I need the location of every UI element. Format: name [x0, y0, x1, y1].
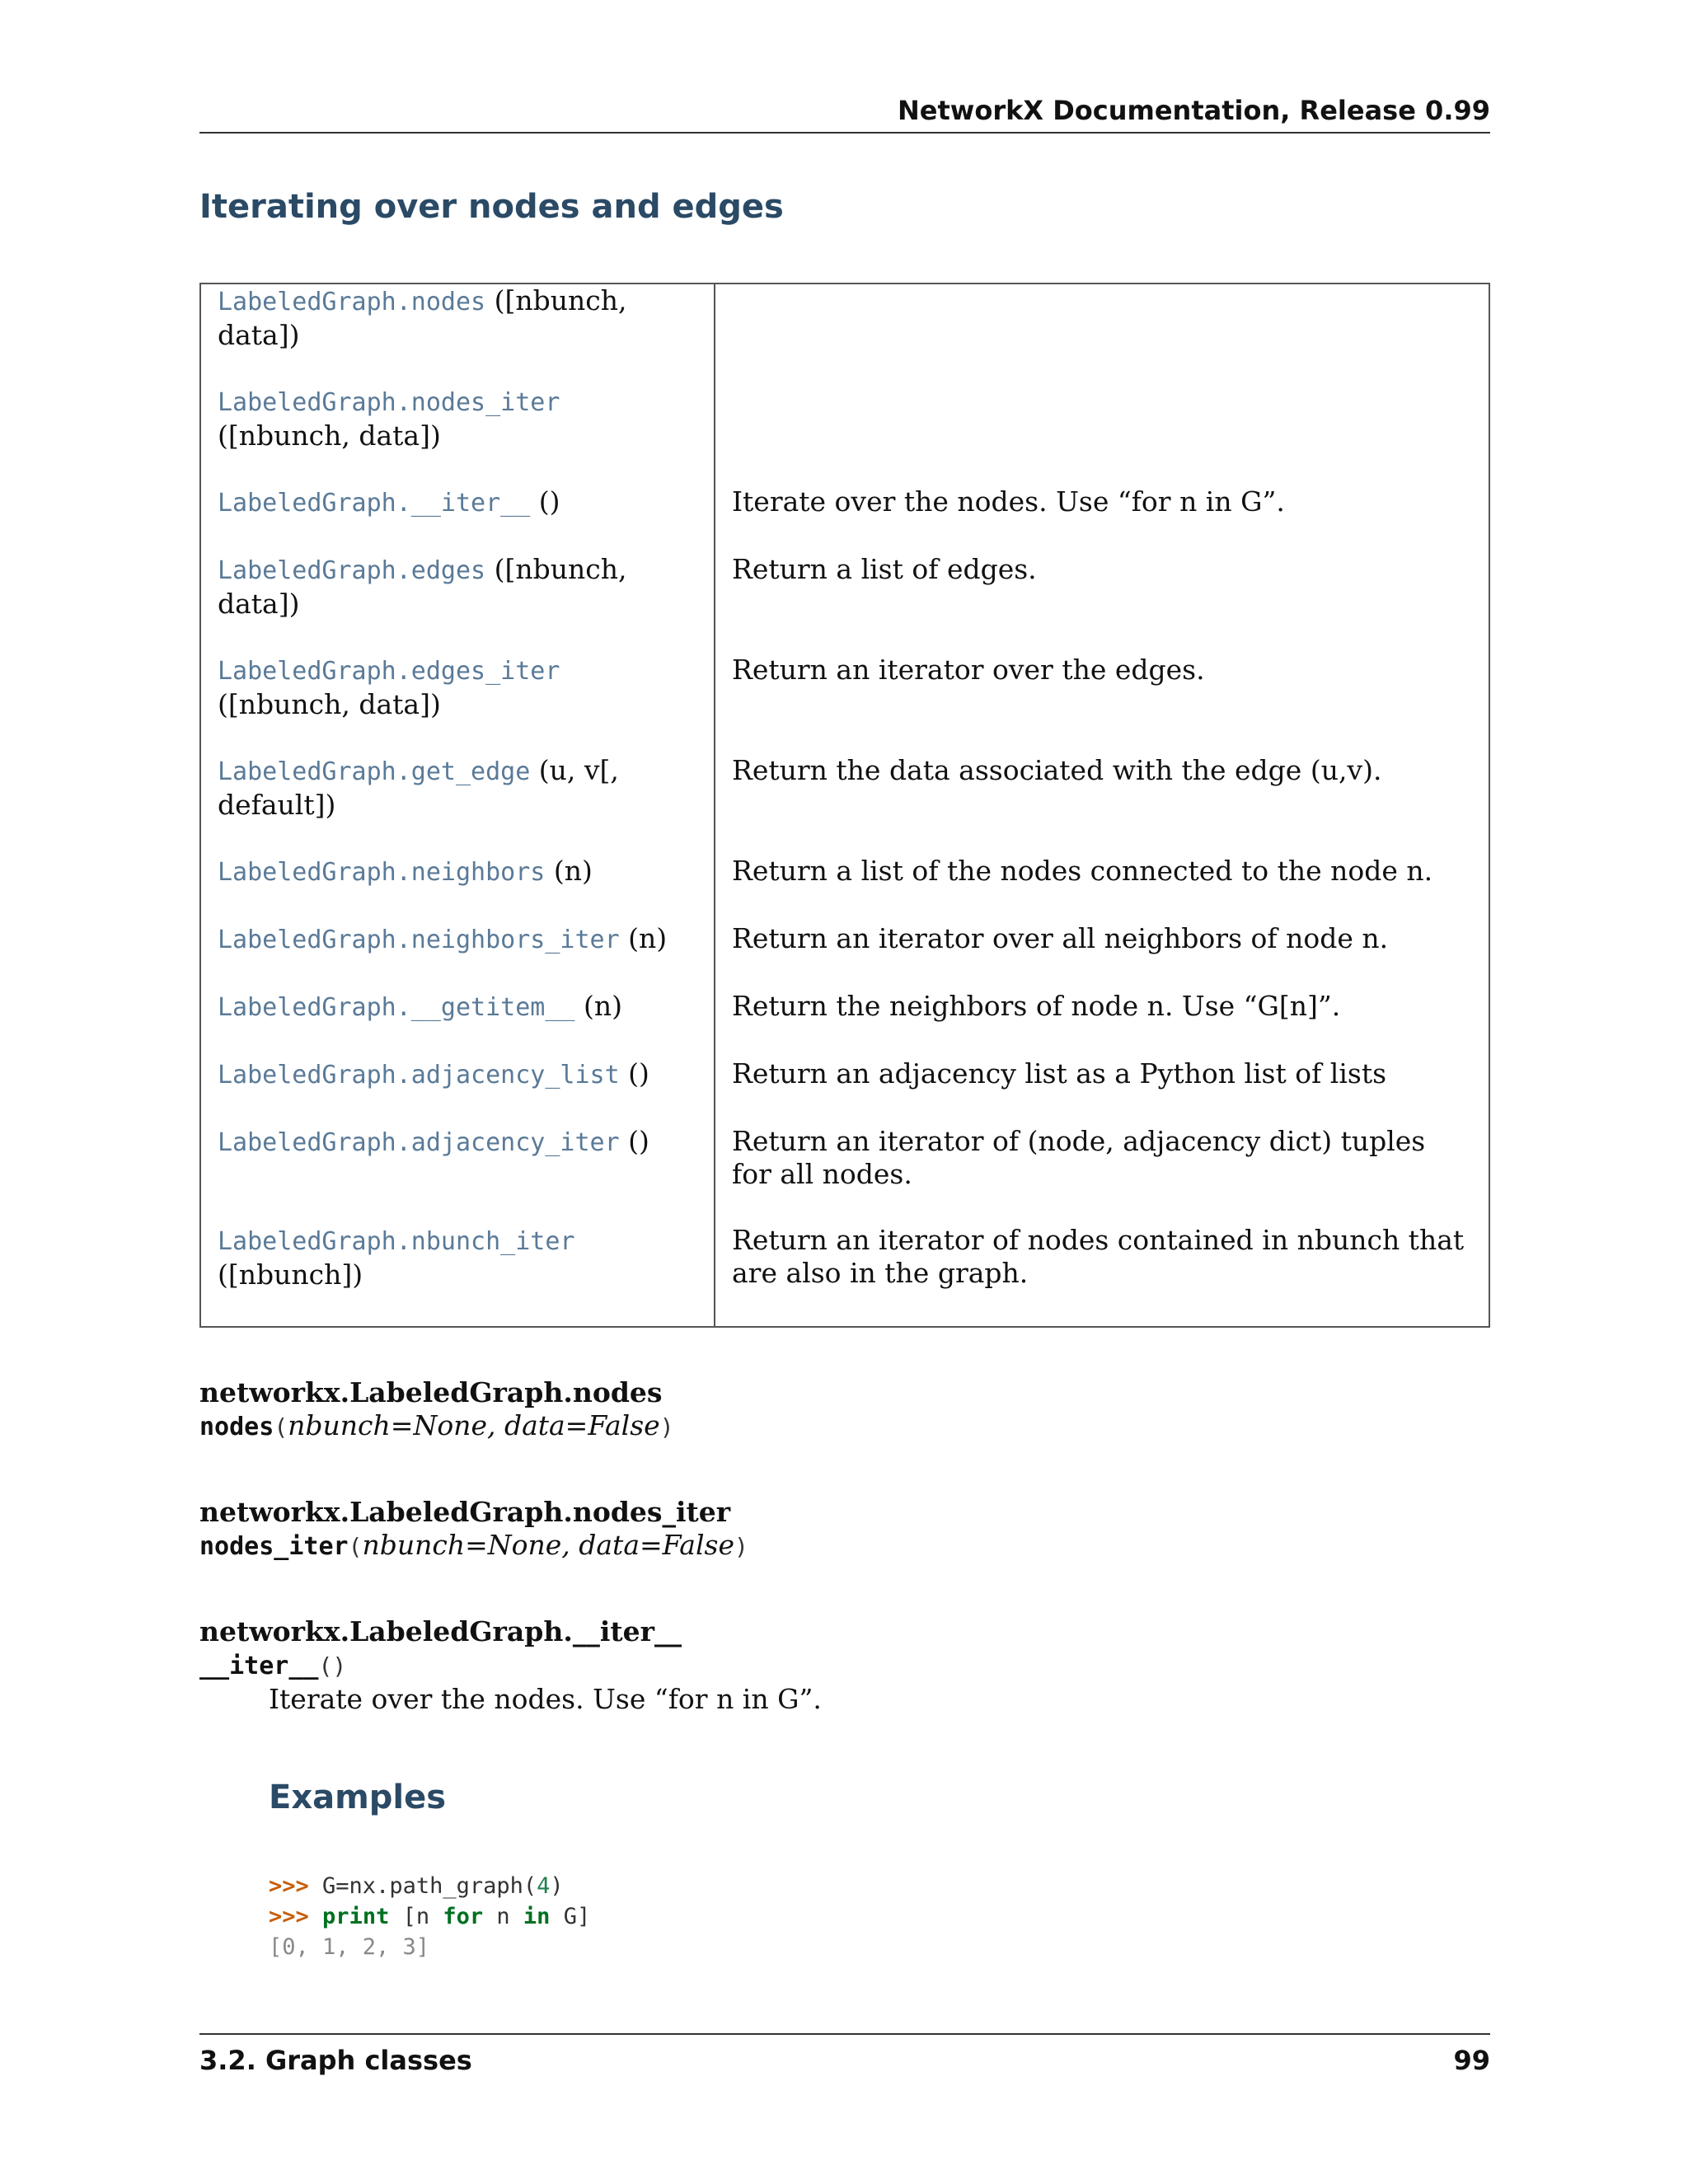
paren-close: )	[659, 1413, 674, 1441]
summary-row	[200, 1224, 1489, 1327]
code-keyword: in	[523, 1904, 551, 1929]
paren-open: (	[318, 1652, 333, 1680]
summary-description-cell	[715, 385, 1489, 485]
code-output: [0, 1, 2, 3]	[269, 1934, 430, 1960]
summary-description-cell: Return an iterator over the edges.	[732, 654, 1205, 686]
page-footer	[199, 2033, 1490, 2076]
entry-signature	[199, 1648, 822, 1683]
entry-function-name: __iter__	[199, 1652, 319, 1680]
api-link[interactable]: LabeledGraph.__getitem__	[218, 993, 575, 1022]
footer-section: 3.2. Graph classes	[199, 2045, 472, 2076]
summary-row	[200, 553, 1489, 654]
summary-signature-cell	[200, 1224, 715, 1327]
summary-row	[200, 485, 1489, 553]
api-args: ([nbunch, data])	[218, 419, 441, 452]
api-link[interactable]: LabeledGraph.adjacency_iter	[218, 1128, 620, 1157]
summary-signature-cell	[200, 654, 715, 754]
code-example	[269, 1871, 590, 1962]
summary-signature-cell	[200, 1125, 715, 1224]
entry-description: Iterate over the nodes. Use “for n in G”.	[269, 1683, 822, 1715]
summary-signature-cell	[200, 754, 715, 855]
code-keyword: for	[443, 1904, 484, 1929]
summary-table	[199, 283, 1490, 1328]
summary-row	[200, 284, 1489, 385]
summary-row	[200, 1057, 1489, 1125]
paren-close: )	[332, 1652, 347, 1680]
summary-signature-cell	[200, 922, 715, 990]
api-args: ([nbunch, data])	[218, 688, 441, 720]
summary-signature-cell	[200, 855, 715, 922]
api-args: (u, v[, default])	[218, 754, 619, 821]
summary-description-cell: Return an iterator of nodes contained in nbunch that are also in the graph.	[732, 1224, 1465, 1289]
summary-description-cell	[715, 284, 1489, 385]
code-text: G=nx.path_graph(	[308, 1873, 537, 1899]
api-args: ([nbunch])	[218, 1258, 363, 1291]
code-text: n	[483, 1904, 523, 1929]
api-args: (n)	[628, 922, 668, 954]
api-link[interactable]: LabeledGraph.neighbors	[218, 858, 546, 887]
summary-description-cell: Return the neighbors of node n. Use “G[n]”.	[732, 990, 1341, 1022]
code-number: 4	[537, 1873, 551, 1899]
api-args: (n)	[553, 855, 593, 887]
entry-full-name: networkx.LabeledGraph.__iter__	[199, 1615, 682, 1647]
summary-row	[200, 385, 1489, 485]
paren-open: (	[348, 1533, 363, 1560]
api-link[interactable]: LabeledGraph.__iter__	[218, 489, 531, 518]
summary-description-cell: Return an iterator over all neighbors of node n.	[732, 922, 1389, 954]
api-link[interactable]: LabeledGraph.neighbors_iter	[218, 926, 620, 954]
summary-row	[200, 990, 1489, 1057]
api-entry-nodes-iter	[199, 1496, 748, 1563]
api-link[interactable]: LabeledGraph.nodes	[218, 288, 486, 316]
summary-signature-cell	[200, 485, 715, 553]
entry-signature	[199, 1409, 674, 1444]
summary-row	[200, 754, 1489, 855]
entry-function-name: nodes	[199, 1413, 274, 1441]
api-args: ([nbunch, data])	[218, 284, 627, 351]
entry-full-name: networkx.LabeledGraph.nodes_iter	[199, 1496, 731, 1528]
summary-row	[200, 922, 1489, 990]
api-entry-nodes	[199, 1376, 674, 1444]
entry-params: nbunch=None, data=False	[362, 1529, 734, 1561]
api-args: ()	[628, 1125, 649, 1157]
api-link[interactable]: LabeledGraph.get_edge	[218, 757, 531, 786]
entry-full-name: networkx.LabeledGraph.nodes	[199, 1376, 663, 1408]
summary-row	[200, 1125, 1489, 1224]
page-header	[199, 91, 1490, 134]
summary-signature-cell	[200, 385, 715, 485]
code-prompt: >>>	[269, 1873, 309, 1899]
summary-description-cell: Return an iterator of (node, adjacency dict) tuples for all nodes.	[732, 1125, 1426, 1190]
entry-params: nbunch=None, data=False	[288, 1409, 660, 1441]
code-text: )	[550, 1873, 564, 1899]
section-title: Iterating over nodes and edges	[199, 188, 784, 226]
code-text: G]	[550, 1904, 591, 1929]
paren-open: (	[274, 1413, 288, 1441]
api-link[interactable]: LabeledGraph.edges	[218, 556, 486, 585]
api-args: ()	[538, 485, 560, 518]
summary-description-cell: Return a list of the nodes connected to the node n.	[732, 855, 1433, 887]
summary-description-cell: Return an adjacency list as a Python list of lists	[732, 1057, 1387, 1090]
summary-signature-cell	[200, 1057, 715, 1125]
api-link[interactable]: LabeledGraph.edges_iter	[218, 657, 560, 686]
summary-row	[200, 654, 1489, 754]
summary-signature-cell	[200, 284, 715, 385]
api-args: ()	[628, 1057, 649, 1090]
summary-description-cell: Return a list of edges.	[732, 553, 1037, 585]
api-link[interactable]: LabeledGraph.adjacency_list	[218, 1061, 620, 1090]
entry-function-name: nodes_iter	[199, 1532, 349, 1561]
api-entry-iter	[199, 1615, 822, 1716]
examples-heading: Examples	[269, 1779, 447, 1816]
footer-page-number: 99	[1453, 2045, 1490, 2076]
summary-signature-cell	[200, 553, 715, 654]
api-link[interactable]: LabeledGraph.nodes_iter	[218, 388, 560, 417]
entry-signature	[199, 1529, 748, 1563]
summary-row	[200, 855, 1489, 922]
header-title: NetworkX Documentation, Release 0.99	[898, 95, 1490, 126]
document-page	[199, 0, 1490, 2184]
summary-description-cell: Iterate over the nodes. Use “for n in G”.	[732, 485, 1285, 518]
code-prompt: >>>	[269, 1904, 309, 1929]
code-keyword: print	[322, 1904, 390, 1929]
api-args: (n)	[583, 990, 622, 1022]
code-text: [n	[389, 1904, 443, 1929]
summary-signature-cell	[200, 990, 715, 1057]
api-args: ([nbunch, data])	[218, 553, 627, 620]
paren-close: )	[734, 1533, 748, 1560]
summary-description-cell: Return the data associated with the edge (u,v).	[732, 754, 1382, 786]
api-link[interactable]: LabeledGraph.nbunch_iter	[218, 1227, 575, 1256]
